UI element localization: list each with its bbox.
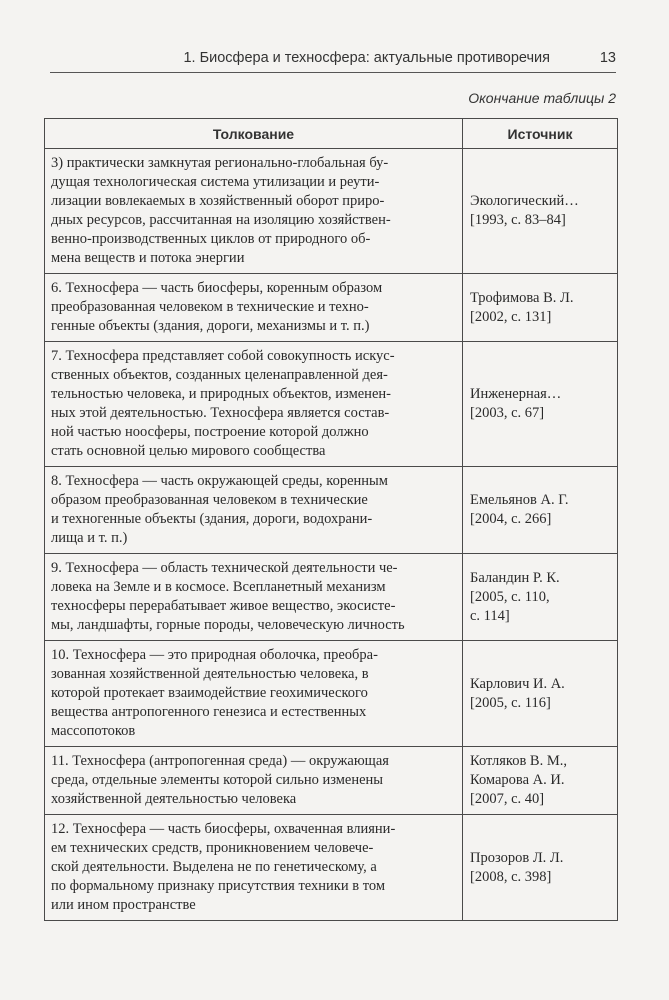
table-header-row: [45, 119, 618, 149]
interpretation-cell: [45, 342, 463, 467]
interpretation-line: 11. Техносфера (антропогенная среда) — окружающая: [51, 753, 389, 769]
interpretation-line: 10. Техносфера — это природная оболочка, преобра-: [51, 647, 378, 663]
interpretation-line: 12. Техносфера — часть биосферы, охваченная влияни-: [51, 821, 396, 837]
source-line: Трофимова В. Л.: [470, 289, 574, 306]
source-line: Комарова А. И.: [470, 772, 565, 788]
source-line: с. 114]: [470, 607, 510, 624]
source-line: Баландин Р. К.: [470, 569, 560, 586]
interpretation-cell: [45, 149, 463, 274]
interpretation-line: образом преобразованная человеком в технические: [51, 492, 368, 508]
interpretation-line: или ином пространстве: [51, 897, 196, 913]
interpretation-line: среда, отдельные элементы которой сильно изменены: [51, 772, 384, 788]
table-row: [45, 467, 618, 554]
table-row: [45, 342, 618, 467]
interpretation-cell: [45, 815, 463, 921]
interpretation-line: массопотоков: [51, 723, 136, 739]
page-number: 13: [599, 50, 616, 66]
interpretation-line: мена веществ и потока энергии: [51, 250, 245, 266]
interpretation-line: стать основной целью мирового сообщества: [51, 443, 326, 459]
interpretation-line: ской деятельности. Выделена не по генетическому, а: [51, 859, 377, 875]
interpretation-cell: [45, 554, 463, 641]
interpretation-line: зованная хозяйственной деятельностью человека, в: [51, 666, 369, 682]
interpretation-line: по формальному признаку присутствия техники в том: [51, 878, 385, 894]
column-header-source: Источник: [463, 119, 618, 149]
interpretation-line: венно-производственных циклов от природного об-: [51, 231, 371, 247]
running-title: 1. Биосфера и техносфера: актуальные противоречия: [183, 50, 550, 66]
table-row: [45, 641, 618, 747]
source-line: [2003, с. 67]: [470, 405, 545, 421]
interpretation-line: хозяйственной деятельностью человека: [51, 791, 297, 807]
interpretation-line: ловека на Земле и в космосе. Всепланетный механизм: [51, 579, 386, 595]
source-line: Экологический…: [470, 193, 579, 209]
table-body: [45, 149, 618, 921]
source-cell: [463, 747, 618, 815]
interpretation-line: ных этой деятельностью. Техносфера является состав-: [51, 405, 390, 421]
interpretation-line: 7. Техносфера представляет собой совокупность искус-: [51, 348, 395, 364]
source-cell: [463, 467, 618, 554]
interpretation-line: лизации вовлекаемых в хозяйственный оборот приро-: [51, 193, 385, 209]
interpretation-line: 9. Техносфера — область технической деятельности че-: [51, 560, 398, 576]
source-cell: [463, 641, 618, 747]
source-cell: [463, 149, 618, 274]
source-cell: [463, 342, 618, 467]
table-row: [45, 554, 618, 641]
source-line: Емельянов А. Г.: [470, 492, 569, 508]
source-line: [2005, с. 110,: [470, 588, 550, 605]
source-line: Котляков В. М.,: [470, 753, 567, 769]
interpretation-line: преобразованная человеком в технические и техно-: [51, 299, 369, 315]
interpretation-cell: [45, 467, 463, 554]
interpretation-line: ственных объектов, созданных целенаправленной дея-: [51, 367, 388, 383]
interpretation-line: и техногенные объекты (здания, дороги, водохрани-: [51, 511, 373, 527]
interpretation-line: ной частью ноосферы, построение которой должно: [51, 424, 369, 440]
source-line: Инженерная…: [470, 386, 562, 402]
interpretation-line: тельностью человека, и природных объектов, изменен-: [51, 386, 391, 402]
interpretation-line: 8. Техносфера — часть окружающей среды, коренным: [51, 473, 388, 489]
interpretation-line: дных ресурсов, рассчитанная на изоляцию хозяйствен-: [51, 212, 391, 228]
running-head: [50, 46, 616, 73]
definitions-table: [44, 118, 618, 921]
source-line: [2004, с. 266]: [470, 511, 552, 527]
table-row: [45, 274, 618, 342]
interpretation-line: ем технических средств, проникновением человече-: [51, 840, 374, 856]
interpretation-line: вещества антропогенного генезиса и естественных: [51, 704, 367, 720]
source-line: [2008, с. 398]: [470, 868, 552, 885]
interpretation-line: 6. Техносфера — часть биосферы, коренным образом: [51, 280, 383, 296]
interpretation-line: мы, ландшафты, горные породы, человеческую личность: [51, 617, 405, 633]
source-line: [1993, с. 83–84]: [470, 212, 566, 228]
interpretation-cell: [45, 747, 463, 815]
interpretation-line: генные объекты (здания, дороги, механизмы и т. п.): [51, 318, 370, 334]
interpretation-cell: [45, 274, 463, 342]
source-cell: [463, 554, 618, 641]
table-caption: Окончание таблицы 2: [468, 90, 616, 106]
source-cell: [463, 274, 618, 342]
source-line: Прозоров Л. Л.: [470, 849, 564, 866]
interpretation-line: 3) практически замкнутая регионально-глобальная бу-: [51, 155, 389, 171]
source-line: [2005, с. 116]: [470, 694, 551, 711]
interpretation-cell: [45, 641, 463, 747]
table-row: [45, 815, 618, 921]
interpretation-line: техносферы перерабатывает живое вещество, экосисте-: [51, 598, 396, 614]
source-line: [2002, с. 131]: [470, 308, 552, 325]
table-row: [45, 747, 618, 815]
source-line: Карлович И. А.: [470, 675, 565, 692]
interpretation-line: лища и т. п.): [51, 530, 128, 546]
column-header-interpretation: Толкование: [45, 119, 463, 149]
source-line: [2007, с. 40]: [470, 791, 545, 807]
interpretation-line: которой протекает взаимодействие геохимического: [51, 685, 368, 701]
interpretation-line: дущая технологическая система утилизации и реути-: [51, 174, 380, 190]
table-row: [45, 149, 618, 274]
source-cell: [463, 815, 618, 921]
